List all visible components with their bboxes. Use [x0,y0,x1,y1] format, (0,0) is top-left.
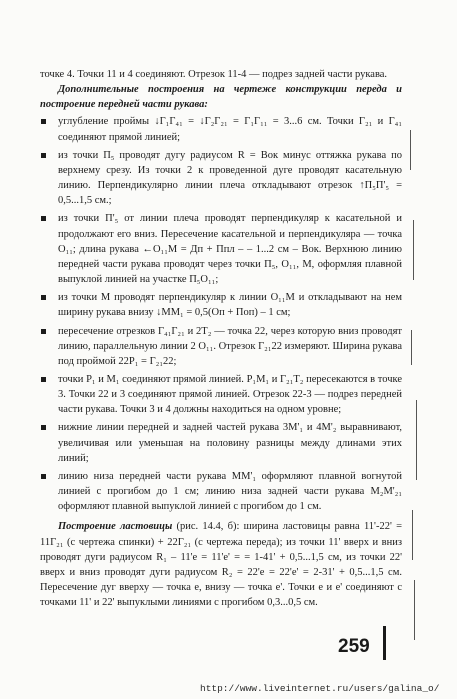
bullet-item-7: нижние линии передней и задней частей рукава 3M'₁ и 4M'₂ выравнивают, увеличивая или уменьшая на половину разницы между длинами этих линий; [40,420,402,465]
bullet-item-5: пересечение отрезков Г₄₁Г₂₁ и 2Т₂ — точка 22, через которую вниз проводят линию, параллельную линии 2 O₁₁. Отрезок Г₂₁22 измеряют. Ширина рукава под проймой 22P₁ = Г₂₁22; [40,324,402,369]
gusset-paragraph [40,519,402,610]
page-number-rule [383,626,386,660]
bullet-item-1: углубление проймы ↓Г₁Г₄₁ = ↓Г₂Г₂₁ = Г₁Г₁₁ = 3...6 см. Точки Г₂₁ и Г₄₁ соединяют прямой линией; [40,114,402,144]
gusset-heading: Построение ластовицы [58,521,173,533]
source-watermark: http://www.liveinternet.ru/users/galina_o/ [200,683,440,694]
gusset-text: (рис. 14.4, б): ширина ластовицы равна 11'-22' = 11Г₂₁ (с чертежа спинки) + 22Г₂₁ (с чертежа переда); из точки 11' вверх и вниз проводят дуги радиусом R₁ – 11'e = 11'e' = = 1-41' + 0,5...1,5 см, из точки 22' вверх и вниз проводят дуги радиусом R₂ = 22'e = 22'e' = 2-31' + 0,5...1,5 см. Пересечение дуг вверху — точка e, внизу — точка e'. Точки e и e' соединяют с точками 11' и 22' выпуклыми линиями с прогибом 0,3...0,5 см. [40,521,403,609]
bullet-item-4: из точки M проводят перпендикуляр к линии O₁₁M и откладывают на нем ширину рукава внизу ↓MM₁ = 0,5(Оп + Поп) – 1 см; [40,290,402,320]
section-heading: Дополнительные построения на чертеже конструкции переда и построение передней части рукава: [40,84,402,111]
bullet-item-8: линию низа передней части рукава MM'₁ оформляют плавной вогнутой линией с прогибом до 1 см; линию низа задней части рукава M₂M'₂₁ оформляют плавной выпуклой линией с прогибом до 1 см. [40,469,402,514]
bullet-item-2: из точки П₅ проводят дугу радиусом R = Вок минус оттяжка рукава по верхнему срезу. Из точки 2 к проведенной дуге проводят касательную линию. Перпендикулярно линии плеча откладывают отрезок ↑П₅П'₅ = 0,5...1,5 см.; [40,148,402,209]
page-number: 259 [338,636,370,657]
paragraph-continuation: точке 4. Точки 11 и 4 соединяют. Отрезок 11-4 — подрез задней части рукава. [40,69,388,80]
text-column [40,67,402,610]
bullet-item-3: из точки П'₅ от линии плеча проводят перпендикуляр к касательной и продолжают его вниз. Пересечение касательной и перпендикуляра — точка O₁₁; длина рукава ←O₁₁M = Дп + Ппл – – 1...2 см – Вок. Верхнюю линию передней части рукава проводят через точки П₅, O₁₁, M, оформляя плавной выпуклой линией на участке П₅O₁₁; [40,211,402,287]
scan-edge-marks [408,130,448,650]
bullet-item-6: точки P₁ и M₁ соединяют прямой линией. P₁M₁ и Г₂₁Т₂ пересекаются в точке 3. Точки 22 и 3 соединяют прямой линией. Отрезок 22-3 — подрез передней части рукава. Точки 3 и 4 должны находиться на одном уровне; [40,372,402,417]
